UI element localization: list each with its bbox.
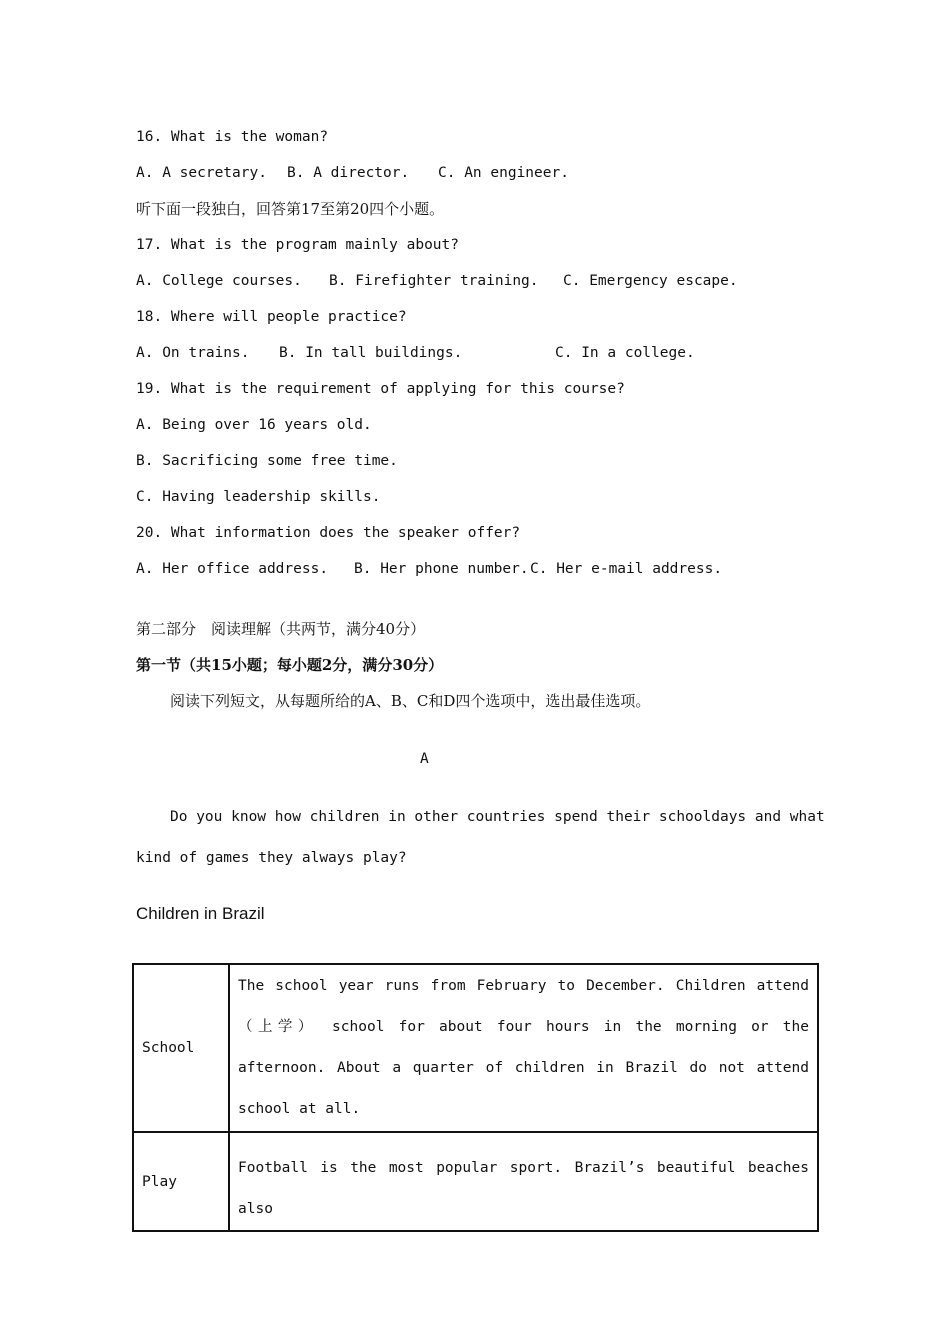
q19-option-a: A. Being over 16 years old. — [136, 417, 372, 433]
question-20: 20. What information does the speaker offer? — [136, 525, 521, 541]
table-row — [133, 964, 818, 1132]
passage-intro-line-2: kind of games they always play? — [136, 850, 407, 866]
reading-instruction: 阅读下列短文，从每题所给的A、B、C和D四个选项中，选出最佳选项。 — [170, 692, 651, 710]
q20-option-c: C. Her e-mail address. — [530, 561, 723, 577]
q18-option-b: B. In tall buildings. — [279, 345, 463, 361]
q20-option-b: B. Her phone number. — [354, 561, 529, 577]
q16-option-a: A. A secretary. — [136, 165, 267, 181]
row-text-school: The school year runs from February to December. Children attend（上学） school for about four hours in the morning or the afternoon. About a quarter of children in Brazil do not attend school at all. — [229, 964, 818, 1132]
q18-option-a: A. On trains. — [136, 345, 250, 361]
row-label-school: School — [133, 964, 229, 1132]
row-text-play: Football is the most popular sport. Brazil’s beautiful beaches also — [229, 1132, 818, 1231]
question-17: 17. What is the program mainly about? — [136, 237, 460, 253]
q17-option-a: A. College courses. — [136, 273, 302, 289]
question-19: 19. What is the requirement of applying for this course? — [136, 381, 625, 397]
q17-option-b: B. Firefighter training. — [329, 273, 539, 289]
brazil-info-table — [132, 963, 819, 1232]
q17-option-c: C. Emergency escape. — [563, 273, 738, 289]
q18-option-c: C. In a college. — [555, 345, 695, 361]
q16-option-c: C. An engineer. — [438, 165, 569, 181]
q20-option-a: A. Her office address. — [136, 561, 329, 577]
q16-option-b: B. A director. — [287, 165, 410, 181]
table-row — [133, 1132, 818, 1231]
monologue-instruction: 听下面一段独白，回答第17至第20四个小题。 — [136, 200, 445, 218]
row-label-play: Play — [133, 1132, 229, 1231]
section-one-title: 第一节（共15小题；每小题2分，满分30分） — [136, 656, 444, 674]
q19-option-b: B. Sacrificing some free time. — [136, 453, 398, 469]
passage-label: A — [420, 751, 429, 767]
q19-option-c: C. Having leadership skills. — [136, 489, 381, 505]
passage-intro-line-1: Do you know how children in other countries spend their schooldays and what — [170, 809, 825, 825]
question-16: 16. What is the woman? — [136, 129, 329, 145]
question-18: 18. Where will people practice? — [136, 309, 407, 325]
part-two-title: 第二部分 阅读理解（共两节，满分40分） — [136, 620, 426, 638]
passage-subheading: Children in Brazil — [136, 904, 265, 923]
